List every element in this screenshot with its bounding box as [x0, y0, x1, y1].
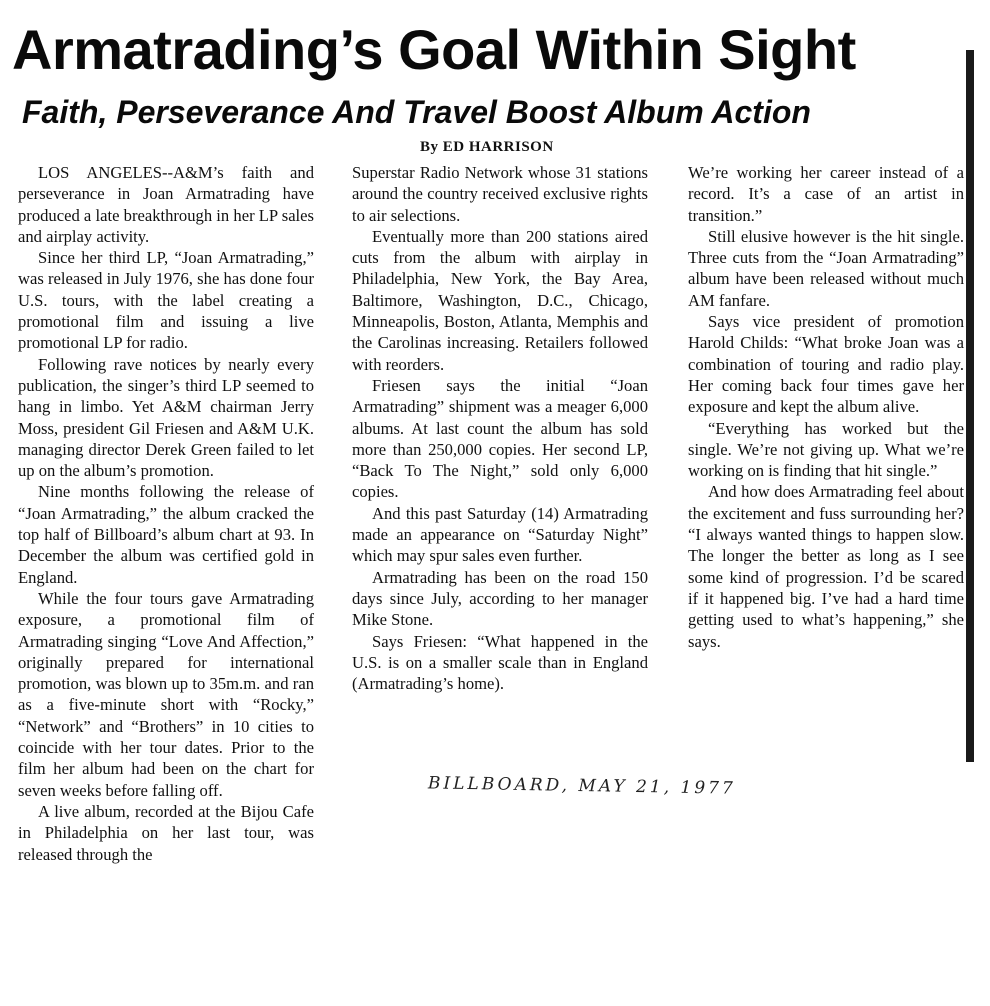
handwritten-source-note: BILLBOARD, MAY 21, 1977: [427, 773, 736, 799]
article-column-2: [352, 162, 648, 694]
paragraph: Eventually more than 200 stations aired cuts from the album with airplay in Philadelphia, New York, the Bay Area, Baltimore, Washington, D.C., Chicago, Minneapolis, Boston, Atlanta, Memphis and the Carolinas increasing. Retailers followed with reorders.: [352, 226, 648, 374]
paragraph: We’re working her career instead of a record. It’s a case of an artist in transition.”: [688, 163, 964, 225]
paragraph: Since her third LP, “Joan Armatrading,” was released in July 1976, she has done four U.S. tours, with the label creating a promotional film and issuing a live promotional LP for radio.: [18, 248, 314, 353]
paragraph: Following rave notices by nearly every publication, the singer’s third LP seemed to hang in limbo. Yet A&M chairman Jerry Moss, president Gil Friesen and A&M U.K. managing director Derek Green failed to let up on the album’s promotion.: [18, 354, 314, 481]
paragraph: Superstar Radio Network whose 31 stations around the country received exclusive rights to air selections.: [352, 163, 648, 225]
clipping-edge-shadow: [966, 50, 974, 762]
paragraph: Friesen says the initial “Joan Armatrading” shipment was a meager 6,000 albums. At last count the album has sold more than 250,000 copies. Her second LP, “Back To The Night,” sold only 6,000 copies.: [352, 375, 648, 502]
article-column-1: [18, 162, 314, 865]
paragraph: Nine months following the release of “Joan Armatrading,” the album cracked the top half of Billboard’s album chart at 93. In December the album was certified gold in England.: [18, 482, 314, 587]
byline: By ED HARRISON: [420, 139, 554, 155]
headline: Armatrading’s Goal Within Sight: [12, 18, 856, 81]
paragraph: LOS ANGELES--A&M’s faith and perseverance in Joan Armatrading have produced a late breakthrough in her LP sales and airplay activity.: [18, 163, 314, 246]
paragraph: “Everything has worked but the single. We’re not giving up. What we’re working on is finding that hit single.”: [688, 418, 964, 481]
paragraph: Says Friesen: “What happened in the U.S. is on a smaller scale than in England (Armatrading’s home).: [352, 631, 648, 694]
paragraph: And how does Armatrading feel about the excitement and fuss surrounding her? “I always wanted things to happen slow. The longer the better as long as I see some kind of progression. I’d be scared if it happened big. I’ve had a hard time getting used to what’s happening,” she says.: [688, 482, 964, 651]
article-column-3: [688, 162, 964, 652]
paragraph: Says vice president of promotion Harold Childs: “What broke Joan was a combination of touring and radio play. Her coming back four times gave her exposure and kept the album alive.: [688, 312, 964, 417]
subheadline: Faith, Perseverance And Travel Boost Album Action: [22, 94, 811, 130]
paragraph: A live album, recorded at the Bijou Cafe in Philadelphia on her last tour, was released through the: [18, 801, 314, 864]
paragraph: Armatrading has been on the road 150 days since July, according to her manager Mike Stone.: [352, 567, 648, 630]
paragraph: Still elusive however is the hit single. Three cuts from the “Joan Armatrading” album have been released without much AM fanfare.: [688, 226, 964, 310]
paragraph: While the four tours gave Armatrading exposure, a promotional film of Armatrading singing “Love And Affection,” originally prepared for international promotion, was blown up to 35m.m. and ran as a five-minute short with “Rocky,” “Network” and “Brothers” in 10 cities to coincide with her tour dates. Prior to the film her album had been on the chart for seven weeks before falling off.: [18, 588, 314, 800]
paragraph: And this past Saturday (14) Armatrading made an appearance on “Saturday Night” which may spur sales even further.: [352, 503, 648, 566]
